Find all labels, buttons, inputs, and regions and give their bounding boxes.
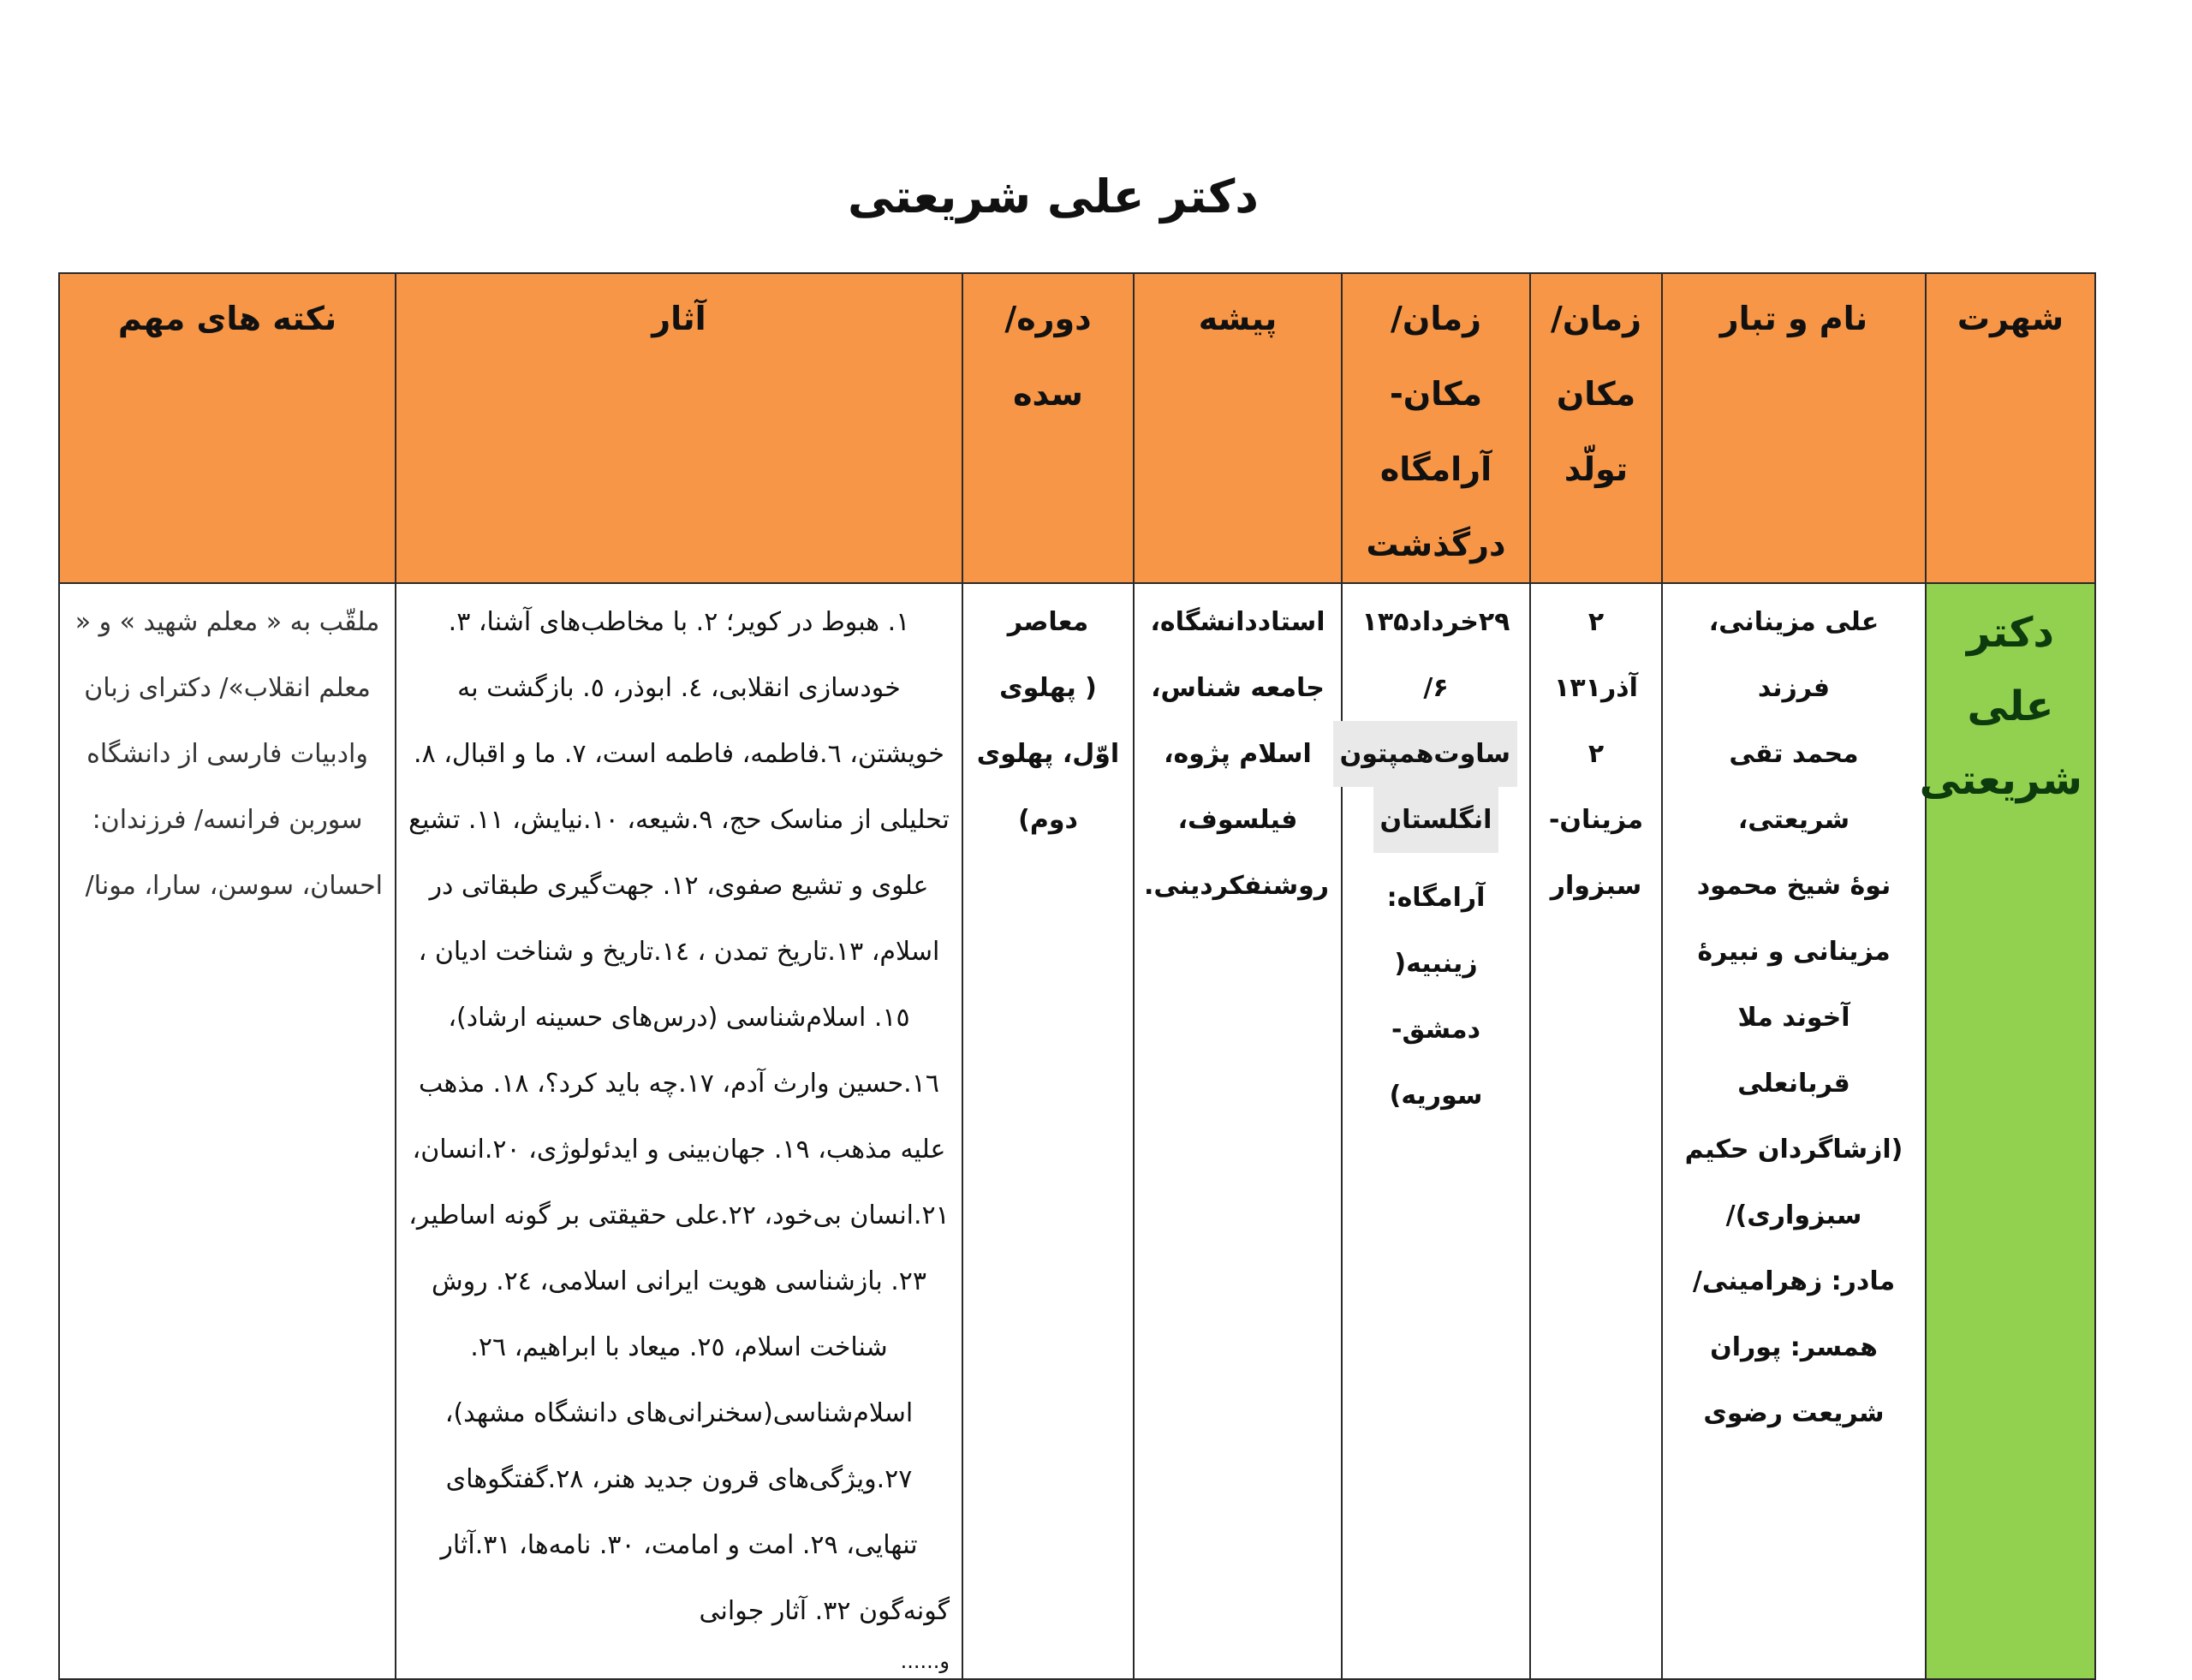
- header-lineage: نام و تبار: [1662, 273, 1926, 583]
- biography-table: [58, 272, 2096, 1680]
- header-row: [59, 273, 2095, 583]
- notes-text: ملقّب به « معلم شهید » و « معلم انقلاب»/ دکترای زبان وادبیات فارسی از دانشگاه سوربن فرانسه/ فرزندان: احسان، سوسن، سارا، مونا/: [74, 607, 383, 901]
- cell-birth: ۲ آذر۱۳۱ ۲ مزینان- سبزوار: [1530, 583, 1662, 1679]
- header-fame: شهرت: [1926, 273, 2095, 583]
- header-works: آثار: [396, 273, 962, 583]
- cell-lineage: علی مزینانی، فرزند محمد تقی شریعتی، نوهٔ شیخ محمود مزینانی و نبیرهٔ آخوند ملا قربانعلی (ازشاگردان حکیم سبزواری)/ مادر: زهرامینی/ همسر: پوران شریعت رضوی: [1662, 583, 1926, 1679]
- cell-era: معاصر ( پهلوی اوّل، پهلوی دوم): [962, 583, 1134, 1679]
- cell-job: استاددانشگاه، جامعه شناس، اسلام پژوه، فیلسوف، روشنفکردینی.: [1134, 583, 1342, 1679]
- page-title: دکتر علی شریعتی: [847, 170, 1260, 223]
- cell-fame: دکتر علی شریعتی: [1926, 583, 2095, 1679]
- cell-death: ۲۹خرداد۱۳۵ ۶/ ساوت‌همپتون انگلستان آرامگاه: زینبیه( دمشق- سوریه): [1342, 583, 1530, 1679]
- works-list: ۱. هبوط در کویر؛ ۲. با مخاطب‌های آشنا، ۳. خودسازی انقلابی، ٤. ابوذر، ٥. بازگشت به خویشتن، ٦.فاطمه، فاطمه است، ٧. ما و اقبال، ٨. تحلیلی از مناسک حج، ۹.شیعه، ١٠.نیایش، ١١. تشیع علوی و تشیع صفوی، ١٢. جهت‌گیری طبقاتی در اسلام، ١٣.تاریخ تمدن ، ١٤.تاریخ و شناخت ادیان ، ١٥. اسلام‌شناسی (درس‌های حسینه ارشاد)، ١٦.حسین وارث آدم، ١٧.چه باید کرد؟، ١٨. مذهب علیه مذهب، ١٩. جهان‌بینی و ایدئولوژی، ٢٠.انسان، ٢١.انسان بی‌خود، ٢٢.علی حقیقتی بر گونه اساطیر، ٢٣. بازشناسی هویت ایرانی اسلامی، ٢٤. روش شناخت اسلام، ٢٥. میعاد با ابراهیم، ٢٦. اسلام‌شناسی(سخنرانی‌های دانشگاه مشهد)، ٢٧.ویژگی‌های قرون جدید هنر، ٢٨.گفتگوهای تنهایی، ٢٩. امت و امامت، ٣٠. نامه‌ها، ٣١.آثار گونه‌گون ٣٢. آثار جوانی: [408, 607, 950, 1626]
- table-row: [59, 583, 2095, 1679]
- header-notes: نکته های مهم: [59, 273, 396, 583]
- header-birth: زمان/ مکان تولّد: [1530, 273, 1662, 583]
- cell-works: [396, 583, 962, 1679]
- header-era: دوره/ سده: [962, 273, 1134, 583]
- header-job: پیشه: [1134, 273, 1342, 583]
- death-place-country: انگلستان: [1373, 787, 1499, 853]
- death-place-city: ساوت‌همپتون: [1333, 721, 1517, 787]
- header-death: زمان/ مکان- آرامگاه درگذشت: [1342, 273, 1530, 583]
- cell-notes: [59, 583, 396, 1679]
- works-more: و......: [900, 1649, 950, 1673]
